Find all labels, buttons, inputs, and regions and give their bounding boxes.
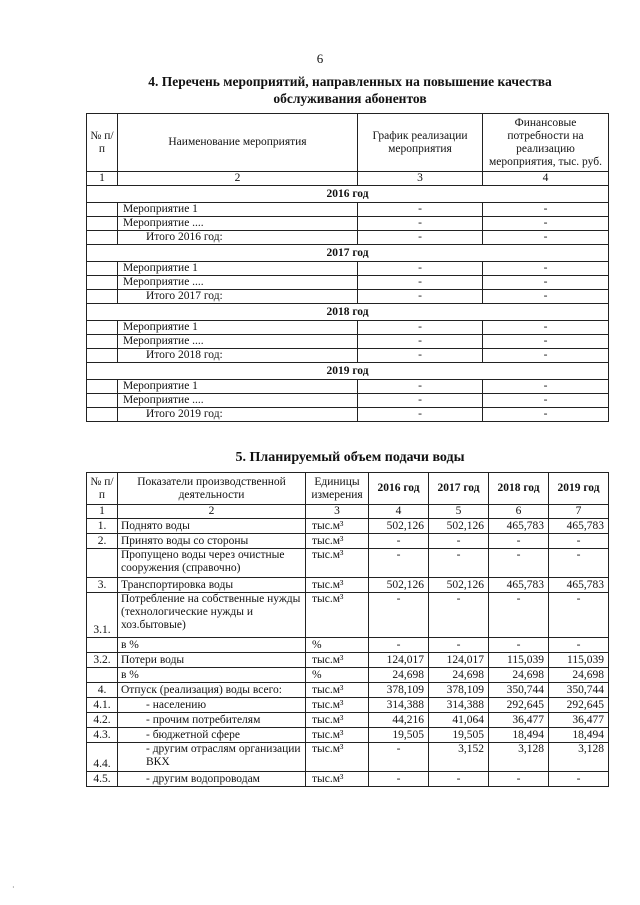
unit-value: % [306,638,369,653]
water-supply-table [86,472,609,787]
column-number: 3 [306,505,369,519]
indicator-row [87,549,609,578]
total-label: Итого 2017 год: [118,290,358,304]
event-name: Мероприятие 1 [118,380,358,394]
unit-value: тыс.м³ [306,772,369,787]
finance-value: - [483,203,609,217]
header-year-2019: 2019 год [549,473,609,505]
column-number: 2 [118,505,306,519]
value-2019: - [549,772,609,787]
schedule-value: - [358,203,483,217]
value-2017: 378,109 [429,683,489,698]
value-2019: 3,128 [549,743,609,772]
row-num [87,638,118,653]
row-num [87,549,118,578]
finance-value: - [483,321,609,335]
events-table-header [87,114,609,172]
event-row [87,394,609,408]
event-name: Мероприятие .... [118,394,358,408]
indicator-row [87,653,609,668]
event-row [87,262,609,276]
value-2019: - [549,549,609,578]
finance-value: - [483,335,609,349]
schedule-value: - [358,394,483,408]
unit-value: тыс.м³ [306,713,369,728]
value-2016: 124,017 [369,653,429,668]
indicator-row [87,593,609,638]
column-number: 1 [87,172,118,186]
event-name: Мероприятие 1 [118,262,358,276]
section-4-title [80,73,620,107]
value-2019: - [549,534,609,549]
total-row [87,408,609,422]
value-2018: 24,698 [489,668,549,683]
value-2018: 350,744 [489,683,549,698]
header-num: № п/п [87,114,118,172]
column-number: 6 [489,505,549,519]
value-2016: - [369,549,429,578]
events-table [86,113,609,422]
schedule-value: - [358,408,483,422]
value-2018: - [489,638,549,653]
indicator-row [87,534,609,549]
indicator-row [87,683,609,698]
header-schedule: График реализации мероприятия [358,114,483,172]
event-row [87,217,609,231]
value-2018: - [489,772,549,787]
finance-value: - [483,276,609,290]
event-name: Мероприятие .... [118,217,358,231]
scan-speck: · [12,883,15,892]
header-finance: Финансовые потребности на реализацию мероприятия, тыс. руб. [483,114,609,172]
value-2016: - [369,534,429,549]
column-number: 1 [87,505,118,519]
value-2018: 3,128 [489,743,549,772]
schedule-value: - [358,231,483,245]
value-2019: - [549,638,609,653]
value-2019: 350,744 [549,683,609,698]
column-numbers-row [87,505,609,519]
value-2018: 115,039 [489,653,549,668]
value-2019: 465,783 [549,519,609,534]
schedule-value: - [358,349,483,363]
value-2016: 19,505 [369,728,429,743]
year-row [87,304,609,321]
row-num: 4.5. [87,772,118,787]
indicator-name: - другим отраслям организации ВКХ [118,743,306,772]
value-2016: 24,698 [369,668,429,683]
row-num [87,290,118,304]
section-5-title: 5. Планируемый объем подачи воды [235,450,465,465]
total-row [87,349,609,363]
schedule-value: - [358,217,483,231]
value-2016: 314,388 [369,698,429,713]
finance-value: - [483,217,609,231]
unit-value: тыс.м³ [306,534,369,549]
indicator-row [87,638,609,653]
header-event-name: Наименование мероприятия [118,114,358,172]
indicator-name: Потери воды [118,653,306,668]
row-num [87,262,118,276]
value-2019: - [549,593,609,638]
header-unit: Единицы измерения [306,473,369,505]
event-row [87,380,609,394]
event-name: Мероприятие .... [118,276,358,290]
row-num: 4.3. [87,728,118,743]
total-label: Итого 2016 год: [118,231,358,245]
value-2017: 24,698 [429,668,489,683]
indicator-name: - прочим потребителям [118,713,306,728]
indicator-row [87,728,609,743]
row-num [87,668,118,683]
row-num: 3.1. [87,593,118,638]
schedule-value: - [358,262,483,276]
column-number: 2 [118,172,358,186]
finance-value: - [483,408,609,422]
value-2019: 115,039 [549,653,609,668]
unit-value: тыс.м³ [306,593,369,638]
schedule-value: - [358,335,483,349]
indicator-name: - другим водопроводам [118,772,306,787]
unit-value: тыс.м³ [306,743,369,772]
finance-value: - [483,231,609,245]
year-label: 2017 год [87,245,609,262]
value-2018: - [489,549,549,578]
year-label: 2016 год [87,186,609,203]
column-number: 5 [429,505,489,519]
water-table-body [87,505,609,787]
row-num [87,321,118,335]
total-label: Итого 2019 год: [118,408,358,422]
unit-value: % [306,668,369,683]
row-num: 2. [87,534,118,549]
indicator-name: Транспортировка воды [118,578,306,593]
indicator-name: Принято воды со стороны [118,534,306,549]
row-num [87,394,118,408]
value-2018: 292,645 [489,698,549,713]
value-2017: - [429,772,489,787]
indicator-row [87,519,609,534]
value-2017: 19,505 [429,728,489,743]
indicator-name: - бюджетной сфере [118,728,306,743]
finance-value: - [483,262,609,276]
indicator-row [87,713,609,728]
column-numbers-row [87,172,609,186]
header-indicator: Показатели производственной деятельности [118,473,306,505]
unit-value: тыс.м³ [306,549,369,578]
year-label: 2019 год [87,363,609,380]
indicator-row [87,698,609,713]
event-row [87,321,609,335]
value-2016: - [369,638,429,653]
unit-value: тыс.м³ [306,578,369,593]
value-2016: 502,126 [369,519,429,534]
section-4-title-line-1: 4. Перечень мероприятий, направленных на повышение качества [148,74,552,89]
indicator-name: Поднято воды [118,519,306,534]
finance-value: - [483,349,609,363]
indicator-row [87,578,609,593]
value-2018: - [489,534,549,549]
value-2018: 18,494 [489,728,549,743]
value-2017: 502,126 [429,519,489,534]
row-num: 3. [87,578,118,593]
column-number: 4 [369,505,429,519]
indicator-name: - населению [118,698,306,713]
year-row [87,245,609,262]
value-2018: 465,783 [489,519,549,534]
indicator-row [87,772,609,787]
page-number: 6 [316,51,324,66]
value-2016: - [369,593,429,638]
column-number: 7 [549,505,609,519]
value-2019: 18,494 [549,728,609,743]
row-num [87,217,118,231]
header-year-2016: 2016 год [369,473,429,505]
row-num [87,231,118,245]
indicator-name: в % [118,668,306,683]
total-row [87,290,609,304]
header-year-2018: 2018 год [489,473,549,505]
row-num: 4.1. [87,698,118,713]
value-2018: - [489,593,549,638]
row-num: 3.2. [87,653,118,668]
indicator-row [87,743,609,772]
value-2017: - [429,534,489,549]
value-2016: 378,109 [369,683,429,698]
column-number: 3 [358,172,483,186]
value-2017: - [429,638,489,653]
column-number: 4 [483,172,609,186]
indicator-name: Отпуск (реализация) воды всего: [118,683,306,698]
schedule-value: - [358,380,483,394]
indicator-name: в % [118,638,306,653]
value-2018: 465,783 [489,578,549,593]
value-2017: - [429,549,489,578]
event-row [87,335,609,349]
row-num: 4.4. [87,743,118,772]
event-name: Мероприятие .... [118,335,358,349]
finance-value: - [483,290,609,304]
indicator-name: Потребление на собственные нужды (технологические нужды и хоз.бытовые) [118,593,306,638]
row-num [87,408,118,422]
value-2019: 292,645 [549,698,609,713]
year-row [87,363,609,380]
year-label: 2018 год [87,304,609,321]
indicator-row [87,668,609,683]
value-2019: 24,698 [549,668,609,683]
unit-value: тыс.м³ [306,653,369,668]
row-num: 4. [87,683,118,698]
value-2017: 502,126 [429,578,489,593]
row-num [87,276,118,290]
row-num [87,203,118,217]
value-2019: 465,783 [549,578,609,593]
value-2017: 314,388 [429,698,489,713]
schedule-value: - [358,321,483,335]
value-2017: - [429,593,489,638]
value-2018: 36,477 [489,713,549,728]
value-2016: - [369,743,429,772]
water-table-header [87,473,609,505]
value-2016: 44,216 [369,713,429,728]
row-num: 4.2. [87,713,118,728]
value-2019: 36,477 [549,713,609,728]
value-2017: 41,064 [429,713,489,728]
value-2017: 124,017 [429,653,489,668]
value-2017: 3,152 [429,743,489,772]
value-2016: - [369,772,429,787]
unit-value: тыс.м³ [306,698,369,713]
year-row [87,186,609,203]
finance-value: - [483,394,609,408]
unit-value: тыс.м³ [306,683,369,698]
total-label: Итого 2018 год: [118,349,358,363]
event-row [87,276,609,290]
row-num: 1. [87,519,118,534]
event-name: Мероприятие 1 [118,203,358,217]
events-table-body [87,172,609,422]
schedule-value: - [358,276,483,290]
section-4-title-line-2: обслуживания абонентов [273,91,427,106]
total-row [87,231,609,245]
header-num: № п/п [87,473,118,505]
indicator-name: Пропущено воды через очистные сооружения (справочно) [118,549,306,578]
event-row [87,203,609,217]
unit-value: тыс.м³ [306,519,369,534]
row-num [87,335,118,349]
row-num [87,380,118,394]
row-num [87,349,118,363]
finance-value: - [483,380,609,394]
schedule-value: - [358,290,483,304]
event-name: Мероприятие 1 [118,321,358,335]
unit-value: тыс.м³ [306,728,369,743]
value-2016: 502,126 [369,578,429,593]
header-year-2017: 2017 год [429,473,489,505]
